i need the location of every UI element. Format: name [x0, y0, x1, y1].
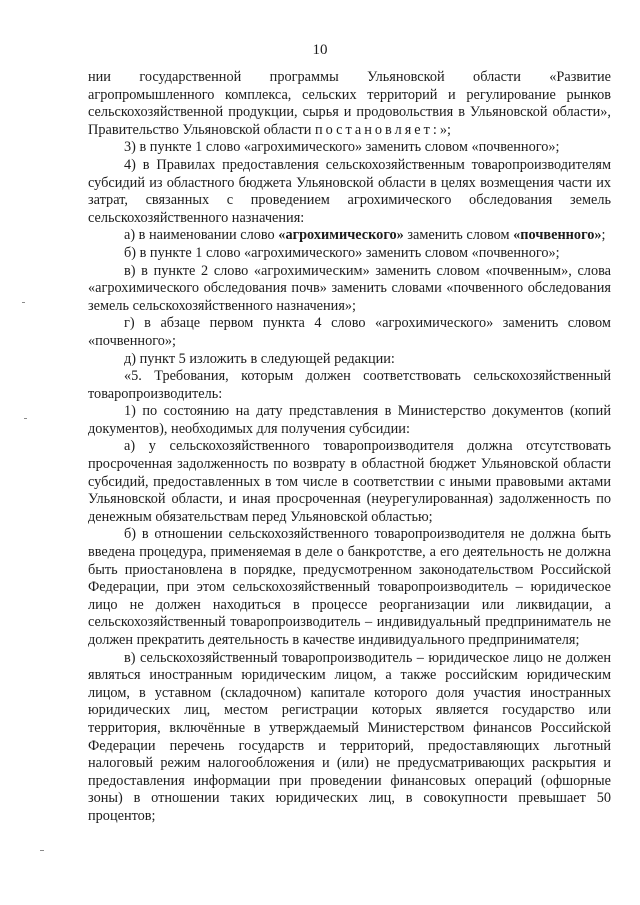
paragraph-requirement-1b: б) в отношении сельскохозяйственного товаропроизводителя не должна быть введена процедура, применяемая в деле о банкротстве, а его деятельность не должна быть приостановлена в порядке, предусмотренном законодательством Российской Федерации, при этом сельскохозяйственный товаропроизводитель – юридическое лицо не должен находиться в процессе реорганизации или ликвидации, а сельскохозяйственный товаропроизводитель – индивидуальный предприниматель не должен прекратить деятельность в качестве индивидуального предпринимателя; [88, 526, 611, 648]
scan-mark [40, 850, 44, 851]
paragraph-item-4d: д) пункт 5 изложить в следующей редакции: [124, 350, 395, 367]
paragraph-item-4b: б) в пункте 1 слово «агрохимического» заменить словом «почвенного»; [124, 244, 560, 261]
paragraph-text: »; [439, 121, 451, 138]
paragraph-item-4v: в) в пункте 2 слово «агрохимическим» заменить словом «почвенным», слова «агрохимического обследования почв» заменить словами «почвенного обследования земель сельскохозяйственного назначения»; [88, 262, 611, 314]
bold-term: «почвенного» [513, 227, 602, 244]
scan-mark [22, 302, 25, 303]
paragraph-requirement-1: 1) по состоянию на дату представления в Министерство документов (копий документов), необходимых для получения субсидии: [88, 403, 611, 437]
paragraph-intro-continuation [88, 69, 611, 139]
page-number: 10 [312, 42, 328, 58]
paragraph-requirement-1a: а) у сельскохозяйственного товаропроизводителя должна отсутствовать просроченная задолженность по возврату в областной бюджет Ульяновской области субсидий, предоставленных в том числе в соответствии с иными правовыми актами Ульяновской области, и иная просроченная (неурегулированная) задолженность по денежным обязательствам перед Ульяновской областью; [88, 438, 611, 525]
paragraph-text: а) в наименовании слово [124, 227, 279, 244]
paragraph-item-4g: г) в абзаце первом пункта 4 слово «агрохимического» заменить словом «почвенного»; [88, 315, 611, 349]
paragraph-requirements-heading: «5. Требования, которым должен соответствовать сельскохозяйственный товаропроизводитель: [88, 368, 611, 402]
decree-word: постановляет: [314, 121, 440, 138]
bold-term: «агрохимического» [278, 227, 404, 244]
paragraph-item-4: 4) в Правилах предоставления сельскохозяйственным товаропроизводителям субсидий из областного бюджета Ульяновской области в целях возмещения части их затрат, связанных с проведением агрохимического обследования земель сельскохозяйственного назначения: [88, 156, 611, 226]
paragraph-text: нии государственной программы Ульяновской области «Развитие агропромышленного комплекса, сельских территорий и регулирование рынков сельскохозяйственной продукции, сырья и продовольствия в Ульяновской области», Правительство Ульяновской области [88, 69, 611, 138]
document-body [88, 69, 611, 826]
paragraph-item-3: 3) в пункте 1 слово «агрохимического» заменить словом «почвенного»; [124, 139, 560, 156]
paragraph-requirement-1v: в) сельскохозяйственный товаропроизводитель – юридическое лицо не должен являться иностранным юридическим лицом, а также российским юридическим лицом, в уставном (складочном) капитале которого доля участия иностранных юридических лиц, местом регистрации которых является государство или территория, включённые в утверждаемый Министерством финансов Российской Федерации перечень государств и территорий, предоставляющих льготный налоговый режим налогообложения и (или) не предусматривающих раскрытия и предоставления информации при проведении финансовых операций (офшорные зоны) в отношении таких юридических лиц, в совокупности превышает 50 процентов; [88, 649, 611, 824]
scan-mark [24, 418, 27, 419]
paragraph-item-4a [88, 227, 611, 245]
paragraph-text: заменить словом [403, 227, 514, 244]
paragraph-text: ; [601, 227, 606, 244]
